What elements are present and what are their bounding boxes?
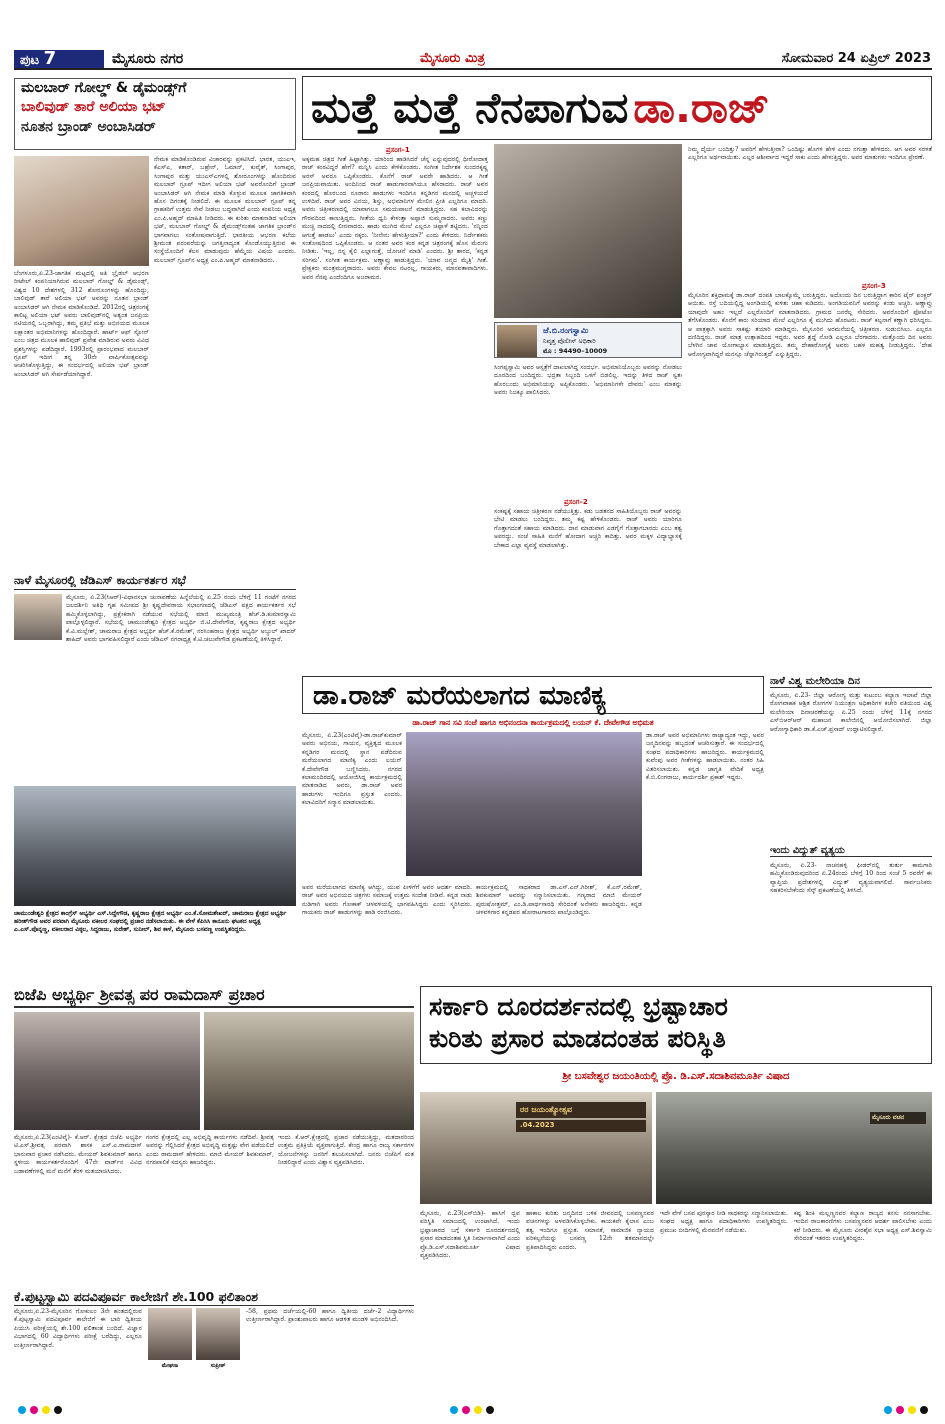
author-name: ಜೆ.ಬಿ.ರಂಗಸ್ವಾಮಿ xyxy=(543,326,589,335)
student-caption-2: ಸುಪ್ರೀತ್ xyxy=(210,1363,226,1369)
jds-group-photo xyxy=(14,786,296,906)
jds-caption: ಚಾಮುಂಡೇಶ್ವರಿ ಕ್ಷೇತ್ರದ ಕಾಂಗ್ರೆಸ್ ಅಭ್ಯರ್ಥಿ ಎಸ್.ಸಿದ್ದೇಗೌಡ, ಕೃಷ್ಣರಾಜ ಕ್ಷೇತ್ರದ ಅಭ್ಯರ್ಥಿ ಎಂ.ಕೆ.ಸೋಮಶೇಖರ್, ಚಾಮರಾಜ ಕ್ಷೇತ್ರದ ಅಭ್ಯರ್ಥಿ ಹರೀಶ್‌ಗೌಡ ಅವರ ಪರವಾಗಿ ಮೈಸೂರು ವಕೀಲರ ಸಂಘದಲ್ಲಿ ಪ್ರಚಾರ ನಡೆಸಲಾಯಿತು. ಈ ವೇಳೆ ಕೆಪಿಸಿಸಿ ಕಾನೂನು ಘಟಕದ ಅಧ್ಯಕ್ಷ ಎ.ಎಸ್.ಪೊನ್ನಣ್ಣ, ವಕೀಲರಾದ ವಿಠ್ಠಲ, ಸಿದ್ಧರಾಜು, ಸುರೇಶ್, ಸುನೀಲ್, ಶಿವ ಕಾಳೆ, ಮೈಸೂರು ಬಸವಣ್ಣ ಉಪಸ್ಥಿತರಿದ್ದರು. xyxy=(14,910,287,933)
manikya-body-col3: ಡಾ.ರಾಜ್ ಅವರ ಅಭಿಮಾನಿಗಳು ರಾಜ್ಯಾದ್ಯಂತ ಇದ್ದು, ಅವರ ಜನ್ಮದಿನವನ್ನು ಹಬ್ಬದಂತೆ ಆಚರಿಸುತ್ತಾರೆ. ಈ ಸಂದರ್ಭದಲ್ಲಿ ಸಂಘದ ಪದಾಧಿಕಾರಿಗಳು ಹಾಜರಿದ್ದರು. ಕಾರ್ಯಕ್ರಮದಲ್ಲಿ ಕುವೆಂಪು ಅವರ ಗೀತೆಗಳನ್ನು ಹಾಡಲಾಯಿತು. ನಂತರ ಸಿಹಿ ವಿತರಿಸಲಾಯಿತು. ಕನ್ನಡ ಜಾಗೃತಿ ವೇದಿಕೆ ಅಧ್ಯಕ್ಷ ಕೆ.ಬಿ.ಲಿಂಗರಾಜು, ಕಾರ್ಯದರ್ಶಿ ಪ್ರಕಾಶ್ ಇದ್ದರು. xyxy=(646,732,764,782)
ramdas-photo-2 xyxy=(204,1012,414,1130)
malaria-body: ಮೈಸೂರು, ಏ.23- ಜಿಲ್ಲಾ ಆರೋಗ್ಯ ಮತ್ತು ಕುಟುಂಬ ಕಲ್ಯಾಣ ಇಲಾಖೆ ಜಿಲ್ಲಾ ರೋಗವಾಹಕ ಆಶ್ರಿತ ರೋಗಗಳ ನಿಯಂತ್ರಣ ಅಧಿಕಾರಿಗಳ ಕಚೇರಿ ವತಿಯಿಂದ ವಿಶ್ವ ಮಲೇರಿಯಾ ದಿನಾಚರಣೆಯನ್ನು ಏ.25 ರಂದು ಬೆಳಿಗ್ಗೆ 11ಕ್ಕೆ ನಗರದ ಎಸ್‌ಬಿಆರ್‌ಆರ್ ಮಹಾಜನ ಕಾಲೇಜಿನಲ್ಲಿ ಆಯೋಜಿಸಲಾಗಿದೆ. ಜಿಲ್ಲಾ ಆರೋಗ್ಯಾಧಿಕಾರಿ ಡಾ.ಕೆ.ಎಚ್.ಪ್ರಸಾದ್ ಉದ್ಘಾಟಿಸಲಿದ್ದಾರೆ. xyxy=(770,692,932,733)
ramdas-body-col1: ಮೈಸೂರು,ಏ.23(ಎಂಟಿವೈ)- ಕೆ.ಆರ್. ಕ್ಷೇತ್ರದ ಬಿಜೆಪಿ ಅಭ್ಯರ್ಥಿ ಟಿ.ಎಸ್.ಶ್ರೀವತ್ಸ ಪರವಾಗಿ ಶಾಸಕ ಎಸ್.ಎ.ರಾಮದಾಸ್ ಭಾನುವಾರ ಪ್ರಚಾರ ನಡೆಸಿದರು. ಮೇಯರ್ ಶಿವಕುಮಾರ್ ಹಾಗೂ ಸ್ಥಳೀಯ ಕಾರ್ಯಕರ್ತರೊಂದಿಗೆ 47ನೇ ವಾರ್ಡ್‌ನ ವಿವಿಧ ಬಡಾವಣೆಗಳಲ್ಲಿ ಮನೆ ಮನೆಗೆ ತೆರಳಿ ಮತಯಾಚಿಸಿದರು. xyxy=(14,1134,142,1175)
result-body: ಮೈಸೂರು,ಏ.23-ಮೈಸೂರಿನ ಗೋಕುಲಂ 3ನೇ ಹಂತದಲ್ಲಿರುವ ಕೆ.ಪುಟ್ಟಸ್ವಾಮಿ ಪದವಿಪೂರ್ವ ಕಾಲೇಜಿಗೆ ಈ ಬಾರಿ ದ್ವಿತೀಯ ಪಿಯುಸಿ ಪರೀಕ್ಷೆಯಲ್ಲಿ ಶೇ.100 ಫಲಿತಾಂಶ ಬಂದಿದೆ. ವಿಜ್ಞಾನ ವಿಭಾಗದಲ್ಲಿ 60 ವಿದ್ಯಾರ್ಥಿಗಳು ಪರೀಕ್ಷೆ ಬರೆದಿದ್ದು, ಎಲ್ಲರೂ ಉತ್ತೀರ್ಣರಾಗಿದ್ದಾರೆ. xyxy=(14,1308,142,1349)
result-headline: ಕೆ.ಪುಟ್ಟಸ್ವಾಮಿ ಪದವಿಪೂರ್ವ ಕಾಲೇಜಿಗೆ ಶೇ.100 ಫಲಿತಾಂಶ xyxy=(14,1290,414,1306)
alia-headline-box xyxy=(14,78,296,150)
jds-body: ಮೈಸೂರು, ಏ.23(ಸಿಆರ್)-ವಿಧಾನಸಭಾ ಚುನಾವಣೆಯ ಹಿನ್ನೆಲೆಯಲ್ಲಿ ಏ.25 ರಂದು ಬೆಳಿಗ್ಗೆ 11 ಗಂಟೆಗೆ ನಗರದ ಜಲದರ್ಶಿನಿ ಅತಿಥಿ ಗೃಹ ಸಮೀಪದ ಶ್ರೀ ಕೃಷ್ಣದೇವರಾಯ ಸಭಾಂಗಣದಲ್ಲಿ ಜೆಡಿಎಸ್ ಪಕ್ಷದ ಕಾರ್ಯಕರ್ತರ ಸಭೆ ಹಮ್ಮಿಕೊಳ್ಳಲಾಗಿದ್ದು, ಪ್ರಕ್ಷೇಕರಾಗಿ ನಡೆಯುವ ಸಭೆಯಲ್ಲಿ ಮಾಜಿ ಮುಖ್ಯಮಂತ್ರಿ ಹೆಚ್.ಡಿ.ಕುಮಾರಸ್ವಾಮಿ ಪಾಲ್ಗೊಳ್ಳಲಿದ್ದಾರೆ. ಸಭೆಯಲ್ಲಿ ಚಾಮುಂಡೇಶ್ವರಿ ಕ್ಷೇತ್ರದ ಅಭ್ಯರ್ಥಿ ಜಿ.ಟಿ.ದೇವೇಗೌಡ, ಕೃಷ್ಣರಾಜ ಕ್ಷೇತ್ರದ ಅಭ್ಯರ್ಥಿ ಕೆ.ವಿ.ಮಲ್ಲೇಶ್, ಚಾಮರಾಜ ಕ್ಷೇತ್ರದ ಅಭ್ಯರ್ಥಿ ಹೆಚ್.ಕೆ.ರಮೇಶ್, ನರಸಿಂಹರಾಜ ಕ್ಷೇತ್ರದ ಅಭ್ಯರ್ಥಿ ಅಬ್ದುಲ್ ಖಾದರ್ ಶಾಹಿದ್ ಅವರು ಭಾಗವಹಿಸಲಿದ್ದಾರೆ ಎಂದು ಜೆಡಿಎಸ್ ನಗರಾಧ್ಯಕ್ಷ ಕೆ.ಟಿ.ಚಲುವೇಗೌಡ ಪ್ರಕಟಣೆಯಲ್ಲಿ ತಿಳಿಸಿದ್ದಾರೆ. xyxy=(66,594,296,644)
alia-dateline: ಬೆಂಗಳೂರು,ಏ.23-ಜಾಗತಿಕ ಮಟ್ಟದಲ್ಲಿ ಅತಿ ಬ್ರೈಡಲ್ ಆಭರಣ ರೀಟೇಲ್ ಕಂಪನಿಯಾಗಿರುವ ಮಲಬಾರ್ ಗೋಲ್ಡ್ & ಡೈಮಂಡ್ಸ್, ವಿಶ್ವದ 10 ದೇಶಗಳಲ್ಲಿ 312 ಶೋರೂಂಗಳನ್ನು ಹೊಂದಿದ್ದು, ಬಾಲಿವುಡ್ ತಾರೆ ಅಲಿಯಾ ಭಟ್ ಅವರನ್ನು ನೂತನ ಬ್ರಾಂಡ್ ಅಂಬಾಸಿಡರ್ ಆಗಿ ನೇಮಕ ಮಾಡಿಕೊಂಡಿದೆ. 2012ರಲ್ಲಿ ಚಿತ್ರರಂಗಕ್ಕೆ ಕಾಲಿಟ್ಟ ಅಲಿಯಾ ಭಟ್ ಅವರು ಬಾಲಿವುಡ್‌ನಲ್ಲಿ ಅತ್ಯಂತ ಜನಪ್ರಿಯ ನಟಿಯರಲ್ಲಿ ಒಬ್ಬರಾಗಿದ್ದು, ತಮ್ಮ ಪ್ರತಿಭೆ ಮತ್ತು ಅಭಿನಯದ ಮೂಲಕ ಲಕ್ಷಾಂತರ ಅಭಿಮಾನಿಗಳನ್ನು ಹೊಂದಿದ್ದಾರೆ. ಹಾರ್ಟ್ ಆಫ್ ಸ್ಟೋನ್ ಎಂಬ ಚಿತ್ರದ ಮೂಲಕ ಹಾಲಿವುಡ್ ಪ್ರವೇಶ ಮಾಡಿರುವ ಅವರು ವಿವಿಧ ಪ್ರಶಸ್ತಿಗಳನ್ನು ಪಡೆದಿದ್ದಾರೆ. 1993ರಲ್ಲಿ ಪ್ರಾರಂಭವಾದ ಮಲಬಾರ್ ಗ್ರೂಪ್ ಇದೀಗ ತನ್ನ 30ನೇ ವಾರ್ಷಿಕೋತ್ಸವವನ್ನು ಆಚರಿಸಿಕೊಳ್ಳುತ್ತಿದ್ದು, ಈ ಸಂದರ್ಭದಲ್ಲಿ ಅಲಿಯಾ ಭಟ್ ಬ್ರಾಂಡ್ ಅಂಬಾಸಿಡರ್ ಆಗಿ ಸೇರ್ಪಡೆಯಾಗಿದ್ದಾರೆ. xyxy=(14,270,149,378)
registration-dots xyxy=(0,1406,945,1416)
alia-body-col2: ನೇಮಕ ಮಾಡಿಕೊಂಡಿರುವ ವಿಚಾರವನ್ನು ಪ್ರಕಟಿಸಿದೆ. ಭಾರತ, ಯುಎಇ, ಕೆಎಸ್‌ಎ, ಕತಾರ್, ಬಹ್ರೇನ್, ಓಮಾನ್, ಕುವೈತ್, ಸಿಂಗಾಪುರ, ಸಿಂಗಾಪುರ ಮತ್ತು ಯುಎಸ್‌ಎಗಳಲ್ಲಿ ಶೋರೂಂಗಳನ್ನು ಹೊಂದಿರುವ ಮಲಬಾರ್ ಗ್ರೂಪ್ ಇದೀಗ ಅಲಿಯಾ ಭಟ್ ಅವರೊಂದಿಗೆ ಬ್ರಾಂಡ್ ಅಂಬಾಸಿಡರ್ ಆಗಿ ನೇಮಕ ಮಾಡಿ ಕೊಳ್ಳುವ ಮೂಲಕ ಜಾಗತಿಕವಾಗಿ ಹೊಸ ದಿಗಂತಕ್ಕೆ ನೀಡಲಿದೆ. ಈ ಮೂಲಕ ಮಲಬಾರ್ ಗ್ರೂಪ್ ತನ್ನ ಗ್ರಾಹಕರಿಗೆ ಉತ್ತಮ ಸೇವೆ ನೀಡಲು ಬದ್ಧವಾಗಿದೆ ಎಂದು ಕಂಪನಿಯ ಅಧ್ಯಕ್ಷ ಎಂ.ಪಿ.ಅಹ್ಮದ್ ಮಾಹಿತಿ ನೀಡಿದರು. ಈ ಕುರಿತು ಮಾತನಾಡಿದ ಅಲಿಯಾ ಭಟ್, ಮಲಬಾರ್ ಗೋಲ್ಡ್ & ಡೈಮಂಡ್ಸ್‌ನಂತಹ ಜಾಗತಿಕ ಬ್ರಾಂಡ್‌ನ ಭಾಗವಾಗಲು ಸಂತೋಷವಾಗುತ್ತಿದೆ. ಭಾರತೀಯ ಆಭರಣ ಕಲೆಯ ಶ್ರೀಮಂತ ಪರಂಪರೆಯನ್ನು ಜಗತ್ತಿನಾದ್ಯಂತ ಕೊಂಡೊಯ್ಯುತ್ತಿರುವ ಈ ಸಂಸ್ಥೆಯೊಂದಿಗೆ ಕೆಲಸ ಮಾಡುವುದು ಹೆಮ್ಮೆಯ ವಿಷಯ ಎಂದರು. ಮಲಬಾರ್ ಗ್ರೂಪ್‌ನ ಅಧ್ಯಕ್ಷ ಎಂ.ಪಿ.ಅಹ್ಮದ್ ಮಾತನಾಡಿದರು. xyxy=(154,156,296,264)
alia-photo xyxy=(14,156,149,266)
doordarshan-body-col2: ಹಾಕಾಲ ಕುರಿತು ಜನ್ಮದಿನದ ಬಳಿಕ ಜೀವನದಲ್ಲಿ ಬಸವಣ್ಣನವರ ವಚನಗಳನ್ನು ಅಳವಡಿಸಿಕೊಳ್ಳಬೇಕು. ಕಾಯಕವೇ ಕೈಲಾಸ ಎಂಬ ತತ್ವ ಇಂದಿಗೂ ಪ್ರಸ್ತುತ. ಸಮಾನತೆ, ಸಾಮಾಜಿಕ ನ್ಯಾಯದ ಪರಿಕಲ್ಪನೆಯನ್ನು ಬಸವಣ್ಣ 12ನೇ ಶತಮಾನದಲ್ಲೇ ಪ್ರತಿಪಾದಿಸಿದ್ದರು ಎಂದರು. xyxy=(526,1210,654,1251)
page-label: ಪುಟ xyxy=(20,53,40,68)
ramdas-body-col3: ಇಂದು ಕೆ.ಆರ್.ಕ್ಷೇತ್ರದಲ್ಲಿ ಪ್ರಚಾರ ನಡೆಯುತ್ತಿದ್ದು, ಮತದಾರರಿಂದ ಉತ್ತಮ ಪ್ರತಿಕ್ರಿಯೆ ವ್ಯಕ್ತವಾಗುತ್ತಿದೆ. ಕೇಂದ್ರ ಹಾಗೂ ರಾಜ್ಯ ಸರ್ಕಾರಗಳ ಯೋಜನೆಗಳನ್ನು ಜನರಿಗೆ ತಲುಪಿಸಲಾಗಿದೆ. ಜನರು ಬಿಜೆಪಿಗೆ ಮತ ನೀಡಲಿದ್ದಾರೆ ಎಂದು ವಿಶ್ವಾಸ ವ್ಯಕ್ತಪಡಿಸಿದರು. xyxy=(278,1134,414,1167)
result-body-2: -58, ಪ್ರಥಮ ದರ್ಜೆಯಲ್ಲಿ-60 ಹಾಗೂ ದ್ವಿತೀಯ ದರ್ಜೆ-2 ವಿದ್ಯಾರ್ಥಿಗಳು ಉತ್ತೀರ್ಣರಾಗಿದ್ದಾರೆ. ಪ್ರಾಂಶುಪಾಲರು ಹಾಗೂ ಆಡಳಿತ ಮಂಡಳಿ ಅಭಿನಂದಿಸಿದೆ. xyxy=(246,1308,414,1324)
drraj-headline-red: ಡಾ.ರಾಜ್ xyxy=(633,83,770,132)
doordarshan-body-col4: ಕಷ್ಟ ಶಿಂಕಿ ಮಲ್ಲಣ್ಣನವರ ಕಲ್ಯಾಣ ರಾಜ್ಯದ ಕನಸು ನನಸಾಗಬೇಕು. ಇಂದಿನ ರಾಜಕಾರಣಿಗಳು ಬಸವಣ್ಣನವರ ಆದರ್ಶ ಪಾಲಿಸಬೇಕು ಎಂದು ಕರೆ ನೀಡಿದರು. ಈ ಮೈಸೂರು ವೀರಶೈವ ಸಭಾ ಅಧ್ಯಕ್ಷ ಎಸ್.ಶಿವಸ್ವಾಮಿ ಸೇರಿದಂತೆ ಇತರರು ಉಪಸ್ಥಿತರಿದ್ದರು. xyxy=(794,1210,932,1243)
jds-photo xyxy=(14,594,62,640)
manikya-photo xyxy=(406,732,642,876)
author-role: ನಿವೃತ್ತ ಪೊಲೀಸ್ ಅಧಿಕಾರಿ xyxy=(543,337,596,345)
alia-headline-1: ಮಲಬಾರ್ ಗೋಲ್ಡ್ & ಡೈಮಂಡ್ಸ್‌ಗೆ xyxy=(21,80,187,96)
prasanga-1-label: ಪ್ರಸಂಗ–1 xyxy=(386,146,410,154)
manikya-body-col1b: ಅವರ ಮರೆಯಲಾಗದ ಮಾಣಿಕ್ಯ ಆಗಿದ್ದು, ಯುವ ಪೀಳಿಗೆಗೆ ಅವರ ಆದರ್ಶ ಮಾದರಿ. ರಾಜ್ ಅವರ ಅಭಿನಯದ ಚಿತ್ರಗಳು ಸಮಾಜಕ್ಕೆ ಉತ್ತಮ ಸಂದೇಶ ನೀಡಿವೆ. ಕನ್ನಡ ನಾಡು ನುಡಿಗಾಗಿ ಅವರು ಗೋಕಾಕ್ ಚಳವಳಿಯಲ್ಲಿ ಭಾಗವಹಿಸಿದ್ದರು ಎಂದು ಸ್ಮರಿಸಿದರು. ಗಾಯಕರು ರಾಜ್ ಹಾಡುಗಳನ್ನು ಹಾಡಿ ರಂಜಿಸಿದರು. xyxy=(302,884,472,917)
power-cut-body: ಮೈಸೂರು, ಏ.23- ನಾಚನಹಳ್ಳಿ ಫೀಡರ್‌ನಲ್ಲಿ ತುರ್ತು ಕಾಮಗಾರಿ ಹಮ್ಮಿಕೊಂಡಿರುವುದರಿಂದ ಏ.24ರಂದು ಬೆಳಿಗ್ಗೆ 10 ರಿಂದ ಸಂಜೆ 5 ರವರೆಗೆ ಈ ವ್ಯಾಪ್ತಿಯ ಪ್ರದೇಶಗಳಲ್ಲಿ ವಿದ್ಯುತ್ ವ್ಯತ್ಯಯವಾಗಲಿದೆ. ಸಾರ್ವಜನಿಕರು ಸಹಕರಿಸಬೇಕೆಂದು ಸೆಸ್ಕ್ ಪ್ರಕಟಣೆಯಲ್ಲಿ ತಿಳಿಸಿದೆ. xyxy=(770,862,932,895)
student-caption-1: ಮೇಘನಾ xyxy=(161,1363,179,1369)
student-photo-1 xyxy=(148,1308,192,1360)
author-box xyxy=(494,322,682,358)
prasanga-3-label: ಪ್ರಸಂಗ–3 xyxy=(862,282,886,290)
jds-headline: ನಾಳೆ ಮೈಸೂರಲ್ಲಿ ಜೆಡಿಎಸ್ ಕಾರ್ಯಕರ್ತರ ಸಭೆ xyxy=(14,574,296,590)
jayanti-banner-date: .04.2023 xyxy=(516,1120,646,1132)
drraj-photo xyxy=(494,144,682,318)
manikya-headline-box xyxy=(302,676,764,714)
doordarshan-subhead: ಶ್ರೀ ಬಸವೇಶ್ವರ ಜಯಂತಿಯಲ್ಲಿ ಪ್ರೊ. ಡಿ.ಎಸ್.ಸದಾಶಿವಮೂರ್ತಿ ವಿಷಾದ xyxy=(562,1071,790,1082)
newspaper-name: ಮೈಸೂರು ಮಿತ್ರ xyxy=(420,51,485,66)
page-number: 7 xyxy=(43,48,57,69)
manikya-body-col1: ಮೈಸೂರು, ಏ.23(ಎಂಟಿವೈ)-ಡಾ.ರಾಜ್‌ಕುಮಾರ್ ಅವರು ಅಭಿನಯ, ಗಾಯನ, ವ್ಯಕ್ತಿತ್ವದ ಮೂಲಕ ಕನ್ನಡಿಗರ ಮನದಲ್ಲಿ ಸ್ಥಾನ ಪಡೆದಿರುವ ಮರೆಯಲಾಗದ ಮಾಣಿಕ್ಯ ಎಂದು ಲಯನ್ ಕೆ.ದೇವೇಗೌಡ ಬಣ್ಣಿಸಿದರು. ನಗರದ ಕಲಾಮಂದಿರದಲ್ಲಿ ಆಯೋಜಿಸಿದ್ದ ಕಾರ್ಯಕ್ರಮದಲ್ಲಿ ಮಾತನಾಡಿದ ಅವರು, ಡಾ.ರಾಜ್ ಅವರ ಹಾಡುಗಳು ಇಂದಿಗೂ ಪ್ರಸ್ತುತ ಎಂದರು. ಕಲಾವಿದರಿಗೆ ಸನ್ಮಾನ ಮಾಡಲಾಯಿತು. xyxy=(302,732,402,807)
power-cut-headline: ಇಂದು ವಿದ್ಯುತ್ ವ್ಯತ್ಯಯ xyxy=(770,846,932,857)
section-name: ಮೈಸೂರು ನಗರ xyxy=(112,51,184,67)
doordarshan-headline-2: ಕುರಿತು ಪ್ರಸಾರ ಮಾಡದಂತಹ ಪರಿಸ್ಥಿತಿ xyxy=(429,1024,726,1053)
student-photo-2 xyxy=(196,1308,240,1360)
page-number-box xyxy=(14,50,104,68)
ramdas-body-col2: ಗಂಗರ ಕ್ಷೇತ್ರದಲ್ಲಿ ಎಲ್ಲ ಅಭಿವೃದ್ಧಿ ಕಾರ್ಯಗಳು ನಡೆದಿವೆ. ಶ್ರೀವತ್ಸ ಅವರನ್ನು ಗೆಲ್ಲಿಸಿದರೆ ಕ್ಷೇತ್ರದ ಅಭಿವೃದ್ಧಿ ಮತ್ತಷ್ಟು ವೇಗ ಪಡೆಯಲಿದೆ ಎಂದು ರಾಮದಾಸ್ ಹೇಳಿದರು. ಮಾಜಿ ಮೇಯರ್ ಶಿವಕುಮಾರ್, ನಗರಪಾಲಿಕೆ ಸದಸ್ಯರು ಹಾಜರಿದ್ದರು. xyxy=(146,1134,274,1167)
author-phone: ಮೊ : 94490–10009 xyxy=(543,347,608,355)
issue-date: ಸೋಮವಾರ 24 ಏಪ್ರಿಲ್ 2023 xyxy=(781,51,931,66)
drraj-body-col2a: ಸಿಂಗಪ್ಪಸ್ವಾಮಿ ಅವರ ಆಸ್ಪತ್ರೆಗೆ ದಾಖಲಾಗಿದ್ದ ಸಂದರ್ಭ. ಅಭಿಮಾನಿಯೊಬ್ಬರು ಅವರನ್ನು ನೋಡಲು ದೂರದಿಂದ ಬಂದಿದ್ದರು. ಭದ್ರತಾ ಸಿಬ್ಬಂದಿ ಒಳಗೆ ಬಿಡಲಿಲ್ಲ. ಇದನ್ನು ತಿಳಿದ ರಾಜ್ ಸ್ವತಃ ಹೊರಬಂದು ಅಭಿಮಾನಿಯನ್ನು ಅಪ್ಪಿಕೊಂಡರು. 'ಅಭಿಮಾನಿಗಳೇ ದೇವರು' ಎಂಬ ಮಾತನ್ನು ಅವರು ನಿಜಕ್ಕೂ ಪಾಲಿಸಿದರು. xyxy=(494,364,682,397)
alia-headline-3: ನೂತನ ಬ್ರಾಂಡ್ ಅಂಬಾಸಿಡರ್ xyxy=(21,118,156,135)
alia-headline-2: ಬಾಲಿವುಡ್ ತಾರೆ ಅಲಿಯಾ ಭಟ್ xyxy=(21,99,166,116)
jayanti-banner: ರರ ಜಯಂತ್ಯೋತ್ಸವ xyxy=(516,1102,646,1118)
manikya-body-col2b: ಕಾರ್ಯಕ್ರಮದಲ್ಲಿ ಸಾಧಕರಾದ ಡಾ.ಎಸ್.ಎನ್.ಗಿರೀಶ್, ಕೆ.ಎನ್.ರಮೇಶ್, ಶಿವಕುಮಾರ್ ಅವರನ್ನು ಸನ್ಮಾನಿಸಲಾಯಿತು. ಗಣ್ಯರಾದ ಮಾಜಿ ಮೇಯರ್ ಪುರುಷೋತ್ತಮ್, ಎಂ.ಡಿ.ಪಾರ್ಥಸಾರಥಿ ಸೇರಿದಂತೆ ಅನೇಕರು ಹಾಜರಿದ್ದರು. ಕನ್ನಡ ಚಳವಳಿಗಾರ ಕನ್ನಡಪರ ಹೋರಾಟಗಾರರು ಪಾಲ್ಗೊಂಡಿದ್ದರು. xyxy=(476,884,642,917)
drraj-headline-box xyxy=(302,76,932,140)
drraj-body-col3b: ಮೈಸೂರಿನ ಶಕ್ತಿಧಾಮಕ್ಕೆ ಡಾ.ರಾಜ್ ದಂಪತಿ ಬಾಲಕ್ಕೊಮ್ಮೆ ಬರುತ್ತಿದ್ದರು. ಅದೊಂದು ದಿನ ಬರುತ್ತಿದ್ದಾಗ ಕಾರಿನ ಟೈರ್ ಪಂಕ್ಚರ್ ಆಯಿತು. ರಸ್ತೆ ಬದಿಯಲ್ಲಿದ್ದ ಅಂಗಡಿಯಲ್ಲಿ ಕುಳಿತು ಚಹಾ ಕುಡಿದರು. ಅಂಗಡಿಯವನಿಗೆ ಅವರನ್ನು ಕಂಡು ಅಚ್ಚರಿ. ಅಣ್ಣಾವ್ರು ಯಾವುದೇ ಅಹಂ ಇಲ್ಲದೆ ಎಲ್ಲರೊಂದಿಗೆ ಮಾತನಾಡಿದರು. ಗ್ರಾಮದ ಜನರೆಲ್ಲ ಸೇರಿದರು. ಅವರೊಂದಿಗೆ ಫೋಟೋ ತೆಗೆಸಿಕೊಂಡರು. ಕೊನೆಗೆ ಕಾರು ಸರಿಯಾದ ಮೇಲೆ ಎಲ್ಲರಿಗೂ ಕೈ ಮುಗಿದು ಹೊರಟರು. ರಾಜ್ ಕಲ್ಪನಾಗೆ ಕಣ್ಣಾಗಿ ಧರಿಸಿದ್ದರು. ಆ ಪಾತ್ರಕ್ಕಾಗಿ ಅವರು ಸಾಕಷ್ಟು ತಯಾರಿ ಮಾಡಿದ್ದರು. ಮೈಸೂರಿನ ಅರಮನೆಯಲ್ಲಿ ಚಿತ್ರೀಕರಣ. ಸುಡುಬಿಸಿಲು. ಎಲ್ಲರೂ ದಣಿದಿದ್ದರು. ರಾಜ್ ಮಾತ್ರ ಉತ್ಸಾಹದಿಂದ ಇದ್ದರು. ಅವರ ಶ್ರದ್ಧೆ ನೋಡಿ ಎಲ್ಲರೂ ಬೆರಗಾದರು. ಮತ್ತೊಂದು ದಿನ ಅವರು ಬೆಳಗಿನ ಜಾವ ಯೋಗಾಭ್ಯಾಸ ಮಾಡುತ್ತಿದ್ದರು. ತಮ್ಮ ದೇಹಾರೋಗ್ಯಕ್ಕೆ ಅವರು ಬಹಳ ಮಹತ್ವ ನೀಡುತ್ತಿದ್ದರು. 'ದೇಹ ಆರೋಗ್ಯವಾಗಿದ್ದರೆ ಮನಸ್ಸೂ ಚೆನ್ನಾಗಿರುತ್ತದೆ' ಎನ್ನುತ್ತಿದ್ದರು. xyxy=(688,292,932,358)
podium-banner: ಮೈಸೂರು ವಚನ xyxy=(870,1112,926,1124)
doordarshan-photo-1 xyxy=(420,1092,652,1204)
doordarshan-body-col3: ಇದೇ ವೇಳೆ ಬಸವ ಪುರಸ್ಕಾರ ನೀಡಿ ಸಾಧಕರನ್ನು ಸನ್ಮಾನಿಸಲಾಯಿತು. ಸಂಘದ ಅಧ್ಯಕ್ಷ ಹಾಗೂ ಪದಾಧಿಕಾರಿಗಳು ಉಪಸ್ಥಿತರಿದ್ದರು. ಪ್ರಮುಖ ಬೀದಿಗಳಲ್ಲಿ ಮೆರವಣಿಗೆ ನಡೆಯಿತು. xyxy=(660,1210,788,1234)
malaria-headline: ನಾಳೆ ವಿಶ್ವ ಮಲೇರಿಯಾ ದಿನ xyxy=(770,676,932,688)
ramdas-photo-1 xyxy=(14,1012,200,1130)
manikya-headline: ಡಾ.ರಾಜ್ ಮರೆಯಲಾಗದ ಮಾಣಿಕ್ಯ xyxy=(313,681,607,711)
drraj-headline-black: ಮತ್ತೆ ಮತ್ತೆ ನೆನಪಾಗುವ xyxy=(311,83,629,132)
manikya-subhead: ಡಾ.ರಾಜ್ ಗಾನ ಸವಿ ಸಂಜೆ ಹಾಗೂ ಅಭಿನಂದನಾ ಕಾರ್ಯಕ್ರಮದಲ್ಲಿ ಲಯನ್ ಕೆ. ದೇವೇಗೌಡ ಅಭಿಮತ xyxy=(412,718,654,727)
doordarshan-body-col1: ಮೈಸೂರು, ಏ.23(ಎಸ್‌ಬಿಡಿ)- ಹಾಸಿಗೆ ದ್ಭವ ಪರಿಸ್ಥಿತಿ ಸಮಾಜದಲ್ಲಿ ಉಂಟಾಗಿದೆ. ಇಂದು ಭ್ರಷ್ಟಾಚಾರದ ಬಗ್ಗೆ ಸರ್ಕಾರಿ ದೂರದರ್ಶನದಲ್ಲಿ ಪ್ರಸಾರ ಮಾಡದಂತಹ ಸ್ಥಿತಿ ನಿರ್ಮಾಣವಾಗಿದೆ ಎಂದು ಪ್ರೊ.ಡಿ.ಎಸ್.ಸದಾಶಿವಮೂರ್ತಿ ವಿಷಾದ ವ್ಯಕ್ತಪಡಿಸಿದರು. xyxy=(420,1210,520,1260)
drraj-body-col3a: ನಿಮ್ಮ ದೈರ್ಯ ಬಂದಿತ್ತು? ಅವರಿಗೆ ಹೇಳುತ್ತೀರಾ? ಒಂದಿಷ್ಟು ಹೊಗಳಿ ಹೇಳಿ ಎಂದು ನಗುತ್ತಾ ಹೇಳಿದರು. ಆಗ ಅವರ ಸರಳತೆ ಎಲ್ಲರಿಗೂ ಅರ್ಥವಾಯಿತು. ಎಲ್ಲರ ಆಶೀರ್ವಾದ ಇದ್ದರೆ ಸಾಕು ಎಂದು ಹೇಳುತ್ತಿದ್ದರು. ಅವರ ಮಾತುಗಳು ಇಂದಿಗೂ ಪ್ರೇರಣೆ. xyxy=(688,146,932,162)
ramdas-headline: ಬಿಜೆಪಿ ಅಭ್ಯರ್ಥಿ ಶ್ರೀವತ್ಸ ಪರ ರಾಮದಾಸ್ ಪ್ರಚಾರ xyxy=(14,986,414,1008)
drraj-body-col2b: ಸಂಕಷ್ಟಕ್ಕೆ ಸಹಾಯ ಚಿತ್ರೀಕರಣ ನಡೆಯುತ್ತಿತ್ತು. ಕಡು ಬಡತನದ ಸಾಹಿತಿಯೊಬ್ಬರು ರಾಜ್ ಅವರನ್ನು ಭೇಟಿ ಮಾಡಲು ಬಂದಿದ್ದರು. ತಮ್ಮ ಕಷ್ಟ ಹೇಳಿಕೊಂಡರು. ರಾಜ್ ಅವರು ಯಾರಿಗೂ ಗೊತ್ತಾಗದಂತೆ ಸಹಾಯ ಮಾಡಿದರು. ದಾನ ಮಾಡುವಾಗ ಎಡಗೈಗೆ ಗೊತ್ತಾಗಬಾರದು ಎಂಬ ತತ್ವ ಅವರದ್ದು. ಸಂಜೆ ಸಾಹಿತಿ ಮನೆಗೆ ಹೋದಾಗ ಅಚ್ಚರಿ ಕಾದಿತ್ತು. ಅವರ ಮಕ್ಕಳ ವಿದ್ಯಾಭ್ಯಾಸಕ್ಕೆ ಬೇಕಾದ ಎಲ್ಲಾ ವ್ಯವಸ್ಥೆ ಮಾಡಲಾಗಿತ್ತು. xyxy=(494,508,682,549)
doordarshan-photo-2 xyxy=(656,1092,932,1204)
prasanga-2-label: ಪ್ರಸಂಗ–2 xyxy=(564,498,588,506)
drraj-body-col1: ಅಕ್ಕಮಹ ಚಿತ್ರದ ಗೀತೆ ಹಿಟ್ಟಾಗಿತ್ತು. ಯಾರಿಂದ ಹಾಡಿಸಿದರೆ ಚೆನ್ನ ಎನ್ನುವುದರಲ್ಲಿ ಧೀರೋದಾತ್ತ ರಾಜ್ ಕಂಠವಿದ್ದರೆ ಹೇಗೆ? ಮನ್ನಿಸಿ ಎಂದು ಕೇಳಿಕೊಂಡರು. ಸಂಗೀತ ನಿರ್ದೇಶಕ ಸುಂದರಕೃಷ್ಣ ಅರಸ್ ಅವರೂ ಒಪ್ಪಿಕೊಂಡರು. ಕೊನೆಗೆ ರಾಜ್ ಅವರೇ ಹಾಡಿದರು. ಆ ಗೀತೆ ಜನಪ್ರಿಯವಾಯಿತು. ಅಂದಿನಿಂದ ರಾಜ್ ಹಾಡುಗಾರನಾಗಿಯೂ ಹೆಸರಾದರು. ರಾಜ್ ಅವರ ಕಂಠದಲ್ಲಿ ಹೊರಬಂದ ನೂರಾರು ಹಾಡುಗಳು ಇಂದಿಗೂ ಕನ್ನಡಿಗರ ಮನದಲ್ಲಿ ಅಚ್ಚಳಿಯದೆ ಉಳಿದಿವೆ. ರಾಜ್ ಅವರ ವಿನಯ, ಶಿಸ್ತು, ಅಭಿಮಾನಿಗಳ ಮೇಲಿನ ಪ್ರೀತಿ ಎಲ್ಲರಿಗೂ ಮಾದರಿ. ಅವರು ಚಿತ್ರೀಕರಣದಲ್ಲಿ ಯಾವಾಗಲೂ ಸಮಯಪಾಲನೆ ಮಾಡುತ್ತಿದ್ದರು. ಸಹ ಕಲಾವಿದರನ್ನು ಗೌರವದಿಂದ ಕಾಣುತ್ತಿದ್ದರು. ಗೀತೆಯ ಧ್ವನಿ ಕೇಳುತ್ತಾ ಅಪ್ಪಾಜಿ ಸುಮ್ಮನಾದರು. ಅವರು ಕಣ್ಣು ಮುಚ್ಚಿ ನಾದದಲ್ಲಿ ಲೀನವಾದರು. ಹಾಡು ಮುಗಿದ ಮೇಲೆ ಎಲ್ಲರೂ ಚಪ್ಪಾಳೆ ತಟ್ಟಿದರು. 'ನನ್ನಿಂದ ಆಗುತ್ತೆ ಹಾಡಲು' ಎಂದು ನಕ್ಕರು. 'ನೀನೇನು ಹೇಳುತ್ತೀಯಾ?' ಎಂದು ಕೇಳಿದರು. ನಿರ್ದೇಶಕರು ಸಂತೋಷದಿಂದ ಒಪ್ಪಿಕೊಂಡರು. ಆ ನಂತರ ಅವರ ಕಂಠ ಕನ್ನಡ ಚಿತ್ರರಂಗಕ್ಕೆ ಹೊಸ ಮೆರುಗು ನೀಡಿತು. 'ಇಲ್ಲ, ನನ್ನ ಕೈಲಿ ಎಲ್ಲಾಗುತ್ತೆ, ಯೋಚನೆ ಮಾಡಿ' ಎಂದರು. ಶ್ರೀ ಶಾರದ, 'ಕನ್ನಡ ಸರಿಗಮ'. ಸಂಗೀತ ಕಾರ್ಯಕ್ರಮ. ಅಣ್ಣಾವ್ರು ಹಾಡುತ್ತಿದ್ದರು. 'ಯಾವ ಜನ್ಮದ ಮೈತ್ರಿ' ಗೀತೆ. ಪ್ರೇಕ್ಷಕರು ಮಂತ್ರಮುಗ್ಧರಾದರು. ಅವರು ಕೇವಲ ನಟರಲ್ಲ, ಗಾಯಕರು, ಮಾನವತಾವಾದಿಗಳು. ಅವರ ನೆನಪು ಎಂದೆಂದಿಗೂ ಅಜರಾಮರ. xyxy=(302,156,488,281)
doordarshan-headline-box xyxy=(420,986,932,1064)
doordarshan-headline-1: ಸರ್ಕಾರಿ ದೂರದರ್ಶನದಲ್ಲಿ ಭ್ರಷ್ಟಾಚಾರ xyxy=(429,992,728,1021)
author-photo xyxy=(497,325,537,357)
